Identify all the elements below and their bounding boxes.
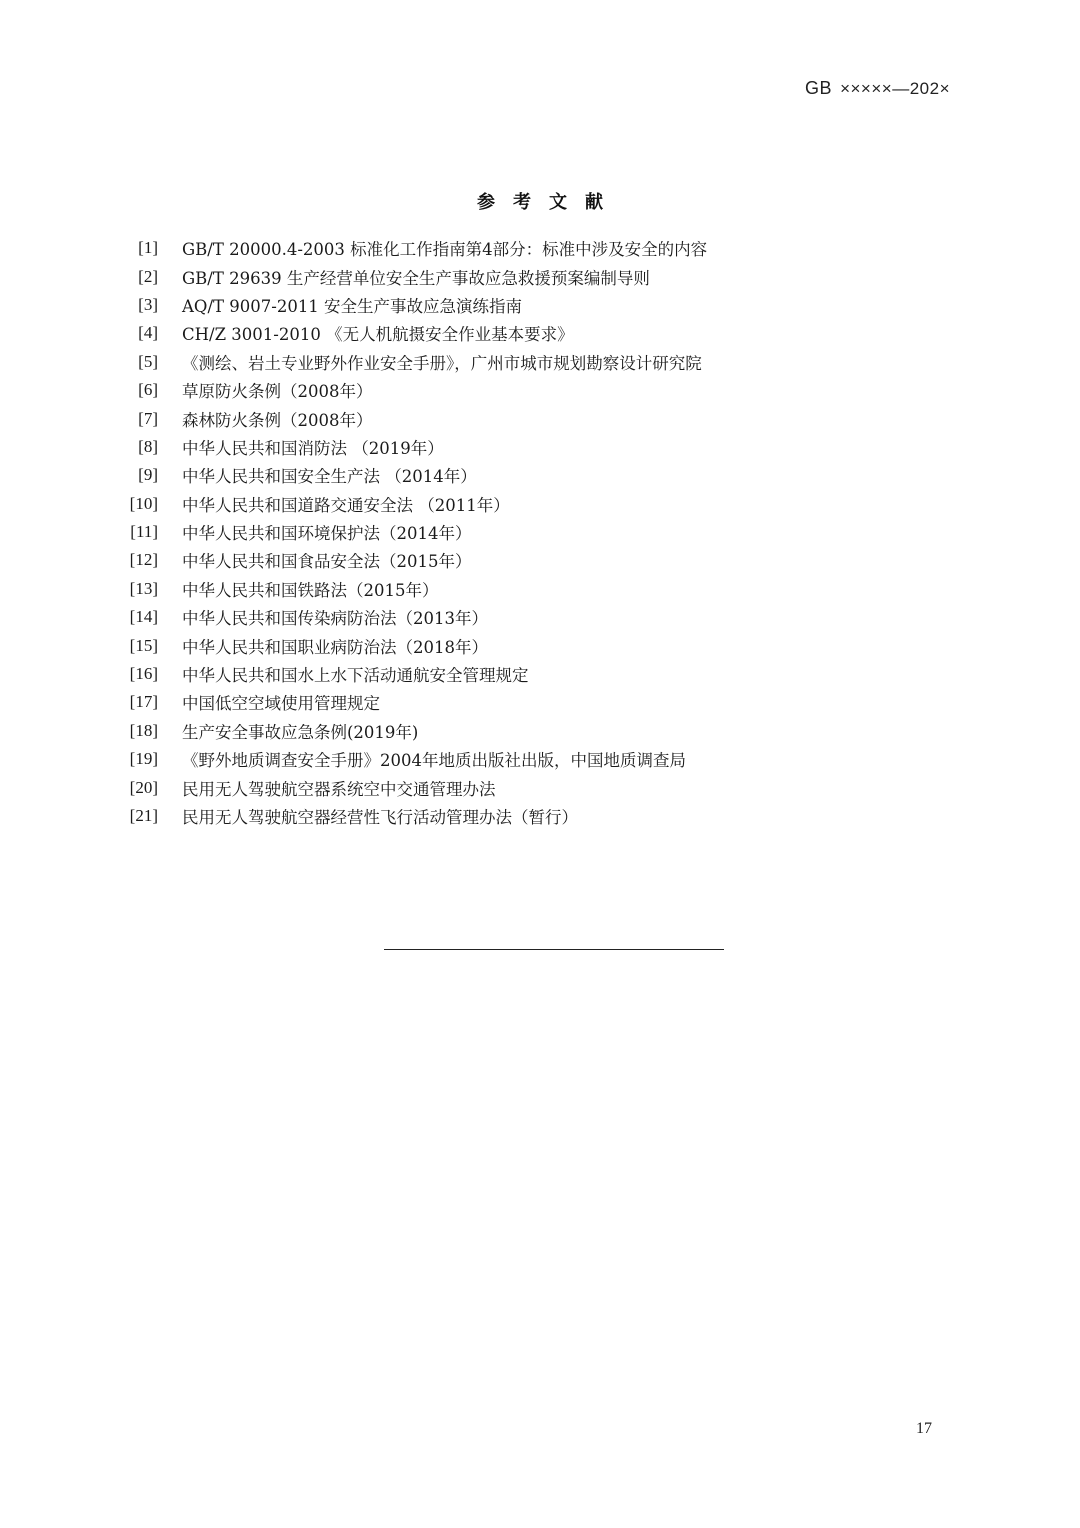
reference-number: [9] (138, 465, 158, 485)
reference-text: 生产安全事故应急条例(2019年) (182, 722, 419, 742)
reference-number: [13] (129, 578, 158, 598)
reference-item (118, 461, 978, 489)
reference-number: [4] (138, 323, 158, 343)
reference-item (118, 717, 978, 745)
standard-number: ×××××—202× (840, 79, 950, 98)
reference-text: 森林防火条例（2008年） (182, 410, 373, 430)
reference-item (118, 745, 978, 773)
reference-item (118, 802, 978, 830)
reference-number: [16] (129, 664, 158, 684)
reference-list (118, 234, 978, 830)
document-header-code (805, 78, 950, 99)
reference-text: 中华人民共和国水上水下活动通航安全管理规定 (182, 666, 529, 686)
reference-item (118, 376, 978, 404)
reference-item (118, 688, 978, 716)
reference-text: 中华人民共和国消防法 （2019年） (182, 438, 444, 458)
reference-number: [21] (129, 806, 158, 825)
reference-text: 《测绘、岩土专业野外作业安全手册》，广州市城市规划勘察设计研究院 (182, 353, 702, 373)
reference-text: AQ/T 9007-2011 安全生产事故应急演练指南 (182, 296, 523, 316)
reference-item (118, 262, 978, 290)
reference-item (118, 575, 978, 603)
reference-item (118, 404, 978, 432)
reference-item (118, 348, 978, 376)
reference-number: [14] (129, 607, 158, 627)
reference-number: [19] (129, 749, 158, 769)
reference-number: [15] (129, 635, 158, 655)
reference-item (118, 319, 978, 347)
end-rule (384, 949, 724, 950)
reference-text: GB/T 29639 生产经营单位安全生产事故应急救援预案编制导则 (182, 268, 650, 288)
reference-text: 草原防火条例（2008年） (182, 382, 373, 402)
reference-item (118, 603, 978, 631)
reference-number: [1] (138, 238, 158, 258)
reference-number: [12] (129, 550, 158, 570)
reference-text: GB/T 20000.4-2003 标准化工作指南第4部分：标准中涉及安全的内容 (182, 240, 708, 260)
reference-text: 中华人民共和国职业病防治法（2018年） (182, 637, 488, 657)
reference-text: 民用无人驾驶航空器系统空中交通管理办法 (182, 779, 496, 799)
references-title: 参考文献 (477, 192, 621, 213)
reference-text: 中国低空空域使用管理规定 (182, 694, 380, 714)
reference-item (118, 234, 978, 262)
standard-prefix: GB (805, 78, 833, 98)
reference-item (118, 490, 978, 518)
reference-number: [2] (138, 266, 158, 286)
page-number: 17 (916, 1420, 932, 1437)
reference-number: [8] (138, 436, 158, 456)
reference-item (118, 546, 978, 574)
reference-text: 中华人民共和国道路交通安全法 （2011年） (182, 495, 510, 515)
reference-number: [5] (138, 351, 158, 371)
reference-number: [20] (129, 777, 158, 797)
reference-text: 民用无人驾驶航空器经营性飞行活动管理办法（暂行） (182, 808, 578, 827)
reference-number: [10] (129, 493, 158, 513)
reference-item (118, 518, 978, 546)
reference-number: [6] (138, 380, 158, 400)
reference-item (118, 631, 978, 659)
reference-number: [3] (138, 294, 158, 314)
reference-text: 中华人民共和国传染病防治法（2013年） (182, 609, 488, 629)
reference-number: [17] (129, 692, 158, 712)
reference-text: 中华人民共和国环境保护法（2014年） (182, 524, 472, 544)
reference-text: 《野外地质调查安全手册》2004年地质出版社出版，中国地质调查局 (182, 751, 686, 771)
reference-text: 中华人民共和国安全生产法 （2014年） (182, 467, 477, 487)
reference-item (118, 433, 978, 461)
reference-item (118, 773, 978, 801)
reference-number: [11] (130, 522, 158, 542)
reference-text: 中华人民共和国食品安全法（2015年） (182, 552, 472, 572)
reference-item (118, 291, 978, 319)
reference-number: [18] (129, 720, 158, 740)
reference-text: 中华人民共和国铁路法（2015年） (182, 580, 439, 600)
reference-text: CH/Z 3001-2010 《无人机航摄安全作业基本要求》 (182, 325, 574, 345)
reference-number: [7] (138, 408, 158, 428)
reference-item (118, 660, 978, 688)
